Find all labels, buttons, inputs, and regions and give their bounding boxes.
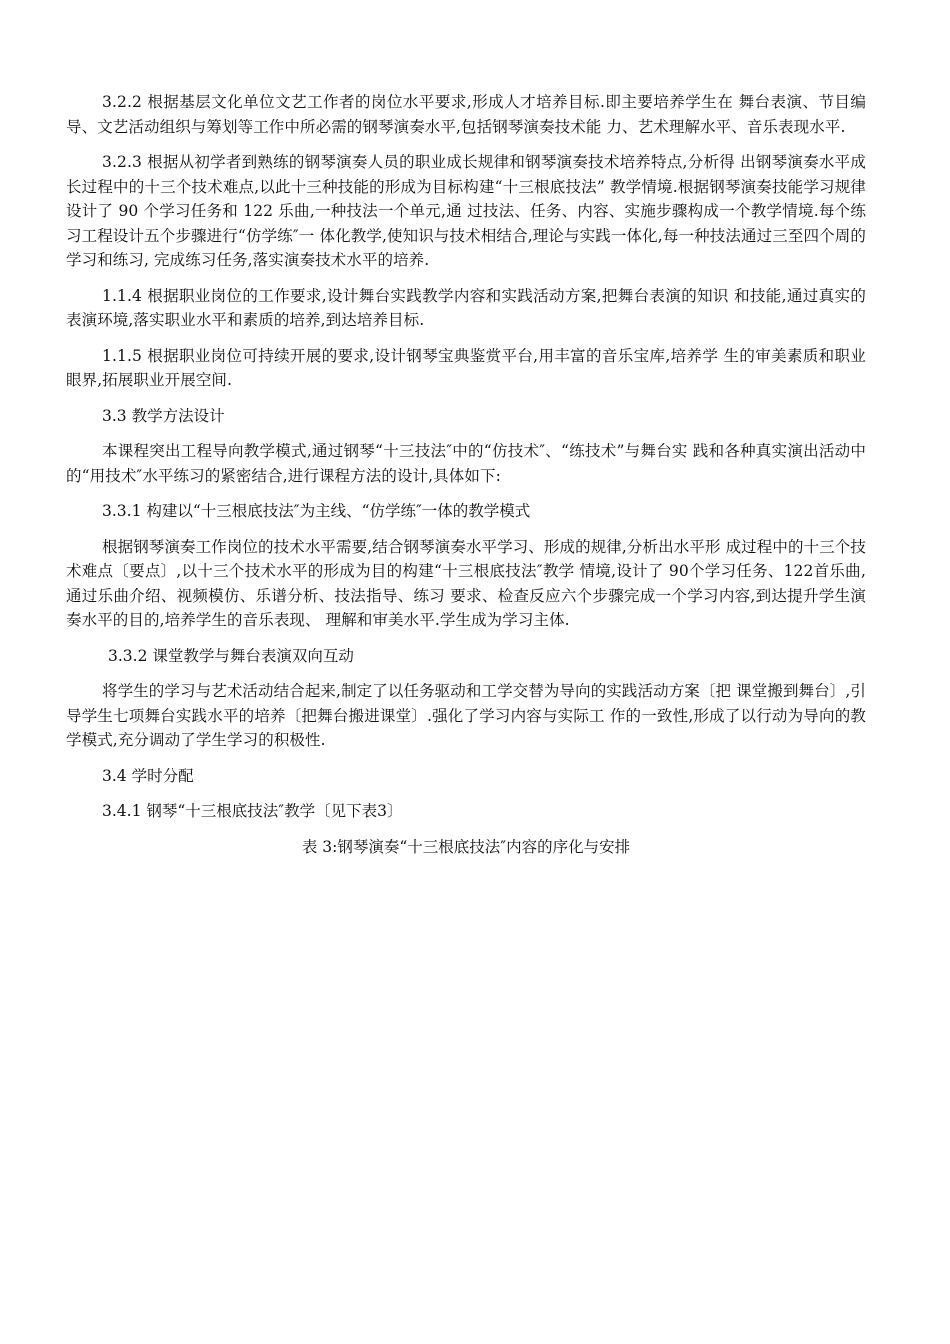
paragraph-1-1-5: 1.1.5 根据职业岗位可持续开展的要求,设计钢琴宝典鉴赏平台,用丰富的音乐宝库,培养学 生的审美素质和职业眼界,拓展职业开展空间. (66, 346, 866, 389)
section-heading-3-3: 3.3 教学方法设计 (102, 406, 225, 425)
paragraph-3-2-2: 3.2.2 根据基层文化单位文艺工作者的岗位水平要求,形成人才培养目标.即主要培养学生在 舞台表演、节目编导、文艺活动组织与筹划等工作中所必需的钢琴演奏水平,包括钢琴演奏技术能 力、艺术理解水平、音乐表现水平. (66, 93, 866, 136)
paragraph-3-3-1: 根据钢琴演奏工作岗位的技术水平需要,结合钢琴演奏水平学习、形成的规律,分析出水平形 成过程中的十三个技术难点〔要点〕,以十三个技术水平的形成为目的构建“十三根底技法″教学 情境,设计了 90个学习任务、122首乐曲,通过乐曲介绍、视频模仿、乐谱分析、技法指导、练习 要求、检查反应六个步骤完成一个学习内容,到达提升学生演奏水平的目的,培养学生的音乐表现、 理解和审美水平.学生成为学习主体. (66, 537, 866, 629)
section-heading-3-3-2: 3.3.2 课堂教学与舞台表演双向互动 (108, 646, 354, 665)
paragraph-3-3-intro: 本课程突出工程导向教学模式,通过钢琴“十三技法″中的“仿技术″、“练技术”与舞台实 践和各种真实演出活动中的“用技术″水平练习的紧密结合,进行课程方法的设计,具体如下: (66, 442, 866, 485)
section-heading-3-4: 3.4 学时分配 (102, 766, 194, 785)
paragraph-3-3-2: 将学生的学习与艺术活动结合起来,制定了以任务驱动和工学交替为导向的实践活动方案〔把 课堂搬到舞台〕,引导学生七项舞台实践水平的培养〔把舞台搬进课堂〕.强化了学习内容与实际工 作的一致性,形成了以行动为导向的教学模式,充分调动了学生学习的积极性. (66, 682, 866, 749)
section-heading-3-4-1: 3.4.1 钢琴“十三根底技法″教学〔见下表3〕 (102, 802, 403, 820)
document-page (66, 90, 866, 859)
table-caption: 表 3:钢琴演奏“十三根底技法″内容的序化与安排 (301, 837, 631, 856)
paragraph-1-1-4: 1.1.4 根据职业岗位的工作要求,设计舞台实践教学内容和实践活动方案,把舞台表演的知识 和技能,通过真实的表演环境,落实职业水平和素质的培养,到达培养目标. (66, 286, 866, 329)
paragraph-3-2-3: 3.2.3 根据从初学者到熟练的钢琴演奏人员的职业成长规律和钢琴演奏技术培养特点,分析得 出钢琴演奏水平成长过程中的十三个技术难点,以此十三种技能的形成为目标构建“十三根底技法” 教学情境.根据钢琴演奏技能学习规律设计了 90 个学习任务和 122 乐曲,一种技法一个单元,通 过技法、任务、内容、实施步骤构成一个教学情境.每个练习工程设计五个步骤进行“仿学练″一 体化教学,使知识与技术相结合,理论与实践一体化,每一种技法通过三至四个周的学习和练习, 完成练习任务,落实演奏技术水平的培养. (66, 153, 866, 269)
section-heading-3-3-1: 3.3.1 构建以“十三根底技法″为主线、“仿学练″一体的教学模式 (102, 502, 531, 520)
